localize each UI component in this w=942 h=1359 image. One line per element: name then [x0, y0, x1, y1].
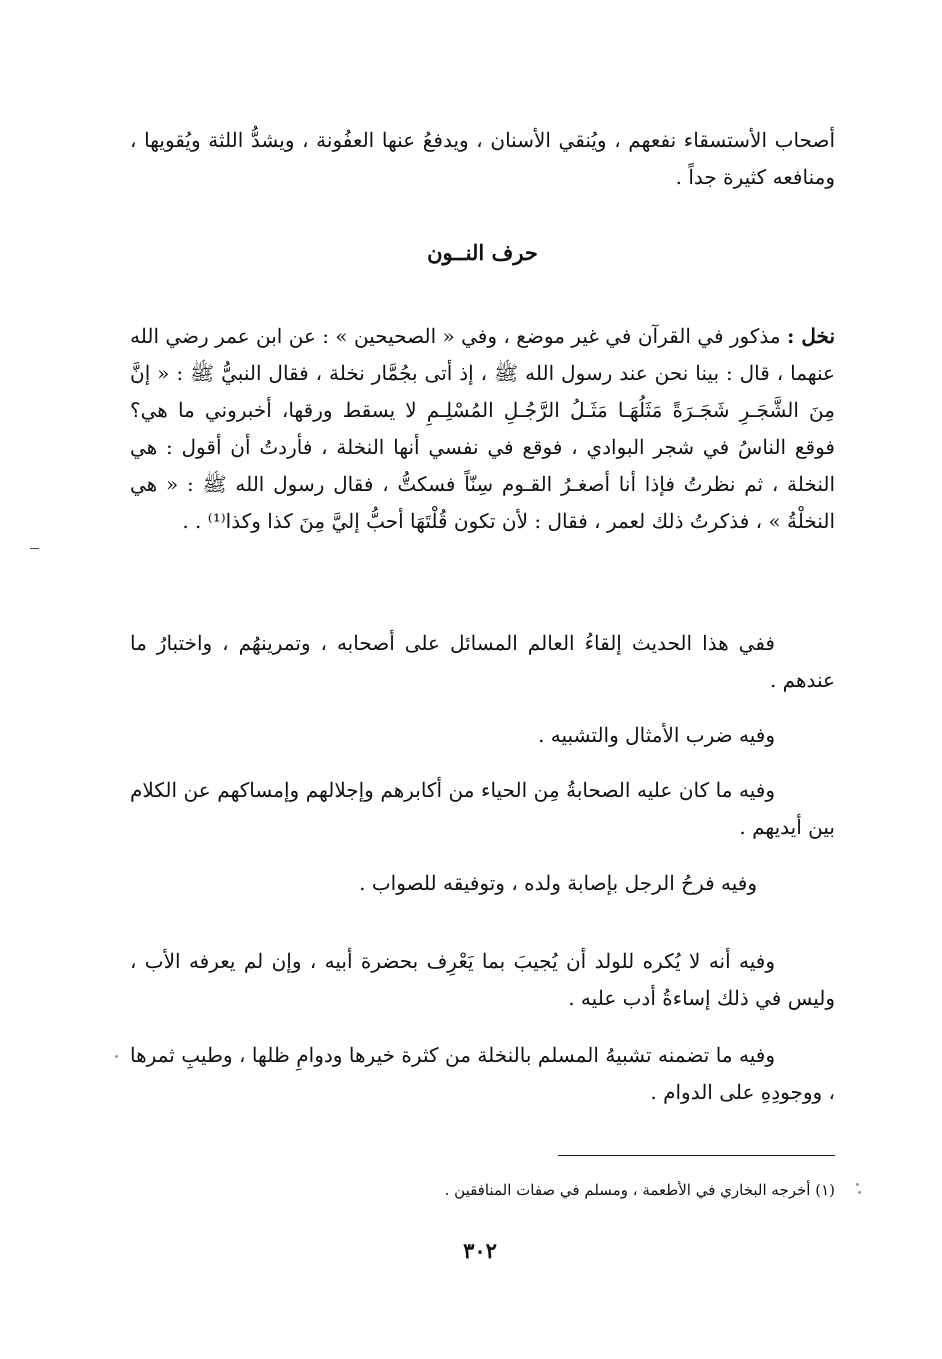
paragraph-parables: وفيه ضرب الأمثال والتشبيه .	[538, 723, 775, 747]
page-number: ٣٠٢	[463, 1238, 497, 1263]
paragraph-joy: وفيه فرحُ الرجل بإصابة ولده ، وتوفيقه للصواب .	[359, 871, 757, 895]
section-heading: حرف النــون	[427, 240, 538, 265]
scan-speck	[115, 1055, 118, 1058]
entry-paragraph	[130, 318, 835, 540]
paragraph-lessons-intro: ففي هذا الحديث إلقاءُ العالم المسائل على أصحابه ، وتمرينهُم ، واختبارُ ما عندهم .	[130, 631, 835, 692]
footnote: (١) أخرجه البخاري في الأطعمة ، ومسلم في صفات المنافقين .	[444, 1181, 835, 1199]
paragraph-modesty: وفيه ما كان عليه الصحابةُ مِن الحياء من أكابرهم وإجلالهم وإمساكهم عن الكلام بين أيديهم .	[130, 778, 835, 839]
paragraph-answer: وفيه أنه لا يُكره للولد أن يُجيبَ بما يَعْرِف بحضرة أبيه ، وإن لم يعرفه الأب ، وليس في ذلك إساءةُ أدب عليه .	[130, 949, 835, 1010]
entry-term: نخل :	[787, 324, 836, 348]
scan-speck	[858, 1191, 861, 1194]
scan-speck	[856, 1183, 859, 1186]
paragraph-comparison: وفيه ما تضمنه تشبيهُ المسلم بالنخلة من كثرة خيرها ودوامِ ظلها ، وطيبِ ثمرها ، ووجودِهِ على الدوام .	[130, 1043, 835, 1104]
entry-text: مذكور في القرآن في غير موضع ، وفي « الصحيحين » : عن ابن عمر رضي الله عنهما ، قال : بينا نحن عند رسول الله ﷺ ، إذ أتى بجُمَّار نخلة ، فقال النبيُّ ﷺ : « إنَّ مِنَ الشَّجَـرِ شَجَـرَةً مَثَلُهَـا مَثَـلُ الرَّجُـلِ المُسْلِـمِ لا يسقط ورقها، أخبروني ما هي؟ فوقع الناسُ في شجر البوادي ، فوقع في نفسي أنها النخلة ، فأردتُ أن أقول : هي النخلة ، ثم نظرتُ فإذا أنا أصغـرُ القـوم سِنّاً فسكتُّ ، فقال رسول الله ﷺ : « هي النخلْةُ » ، فذكرتُ ذلك لعمر ، فقال : لأن تكون قُلْتَهَا أحبُّ إليَّ مِنَ كذا وكذا⁽¹⁾ . .	[130, 324, 835, 533]
footnote-divider	[558, 1155, 835, 1156]
intro-paragraph: أصحاب الأستسقاء نفعهم ، ويُنقي الأسنان ، ويدفعُ عنها العفُونة ، ويشدُّ اللثة ويُقويها ، ومنافعه كثيرة جداً .	[130, 128, 835, 189]
scan-edge-mark	[30, 548, 39, 549]
